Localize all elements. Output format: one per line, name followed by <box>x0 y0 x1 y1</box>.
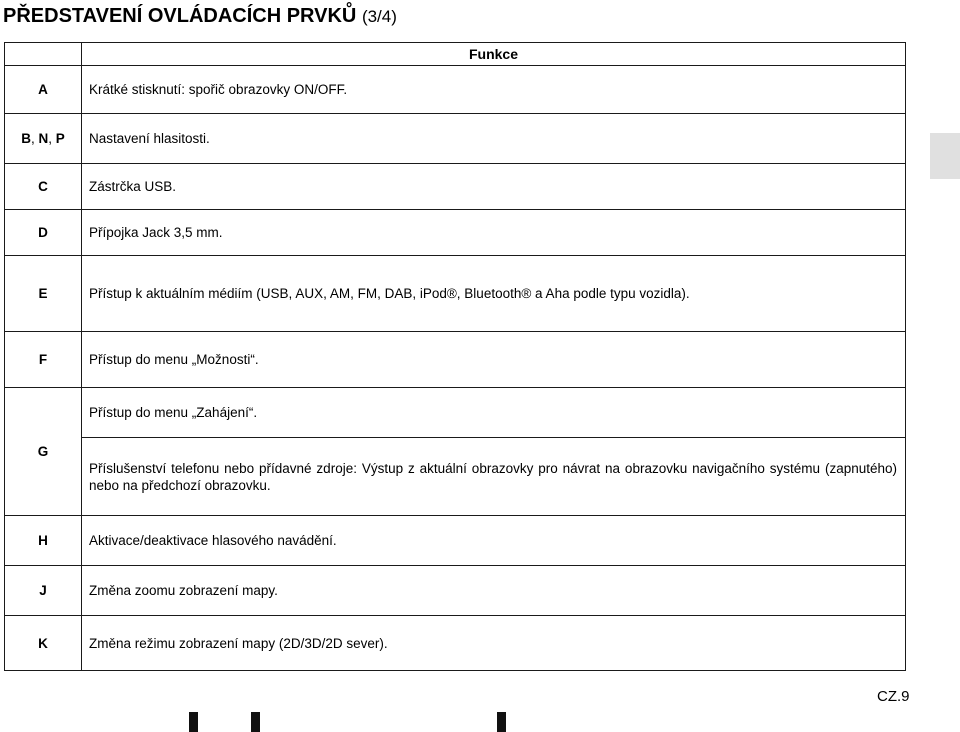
key-separator: , <box>48 131 56 146</box>
key-letter: J <box>39 583 47 598</box>
key-letter: B <box>21 131 31 146</box>
key-letter: P <box>55 131 65 146</box>
key-letter: G <box>37 444 49 459</box>
page-title-suffix: (3/4) <box>361 7 397 26</box>
row-description: Krátké stisknutí: spořič obrazovky ON/OFF. <box>82 66 906 114</box>
header-function-column: Funkce <box>82 43 906 66</box>
page-title-main: PŘEDSTAVENÍ OVLÁDACÍCH PRVKŮ <box>3 5 357 27</box>
page-number: CZ.9 <box>877 688 910 705</box>
row-description: Přípojka Jack 3,5 mm. <box>82 210 906 256</box>
key-letter: F <box>38 352 48 367</box>
key-letter: N <box>38 131 49 146</box>
print-registration-mark <box>189 712 198 732</box>
table-row <box>5 66 906 114</box>
row-key <box>5 256 82 332</box>
table-header-row <box>5 43 906 66</box>
table-row <box>5 114 906 164</box>
functions-table <box>4 42 906 671</box>
table-row <box>5 210 906 256</box>
row-key <box>5 516 82 566</box>
row-key <box>5 616 82 671</box>
row-description: Změna zoomu zobrazení mapy. <box>82 566 906 616</box>
section-tab-marker <box>930 133 960 179</box>
row-key <box>5 66 82 114</box>
row-key <box>5 566 82 616</box>
table-row <box>5 388 906 438</box>
key-letter: H <box>38 533 48 548</box>
key-separator: , <box>30 131 39 146</box>
row-description: Přístup do menu „Možnosti“. <box>82 332 906 388</box>
print-registration-mark <box>497 712 506 732</box>
key-letter: D <box>38 225 48 240</box>
row-description: Příslušenství telefonu nebo přídavné zdroje: Výstup z aktuální obrazovky pro návrat na obrazovku navigačního systému (zapnutého) nebo na předchozí obrazovku. <box>82 438 906 516</box>
row-description: Nastavení hlasitosti. <box>82 114 906 164</box>
row-key <box>5 332 82 388</box>
table-row <box>5 516 906 566</box>
header-key-column <box>5 43 82 66</box>
page-title <box>3 4 397 29</box>
table-row <box>5 332 906 388</box>
table-row <box>5 256 906 332</box>
table-row <box>5 438 906 516</box>
row-description: Přístup do menu „Zahájení“. <box>82 388 906 438</box>
key-letter: E <box>38 286 48 301</box>
row-description: Přístup k aktuálním médiím (USB, AUX, AM, FM, DAB, iPod®, Bluetooth® a Aha podle typu vozidla). <box>82 256 906 332</box>
row-description: Aktivace/deaktivace hlasového navádění. <box>82 516 906 566</box>
key-letter: A <box>38 82 48 97</box>
row-key <box>5 210 82 256</box>
row-key <box>5 388 82 516</box>
table-row <box>5 616 906 671</box>
row-key <box>5 164 82 210</box>
row-description: Změna režimu zobrazení mapy (2D/3D/2D sever). <box>82 616 906 671</box>
key-letter: K <box>38 635 48 651</box>
key-letter: C <box>38 179 48 194</box>
table-row <box>5 164 906 210</box>
row-description: Zástrčka USB. <box>82 164 906 210</box>
row-key <box>5 114 82 164</box>
print-registration-mark <box>251 712 260 732</box>
table-row <box>5 566 906 616</box>
